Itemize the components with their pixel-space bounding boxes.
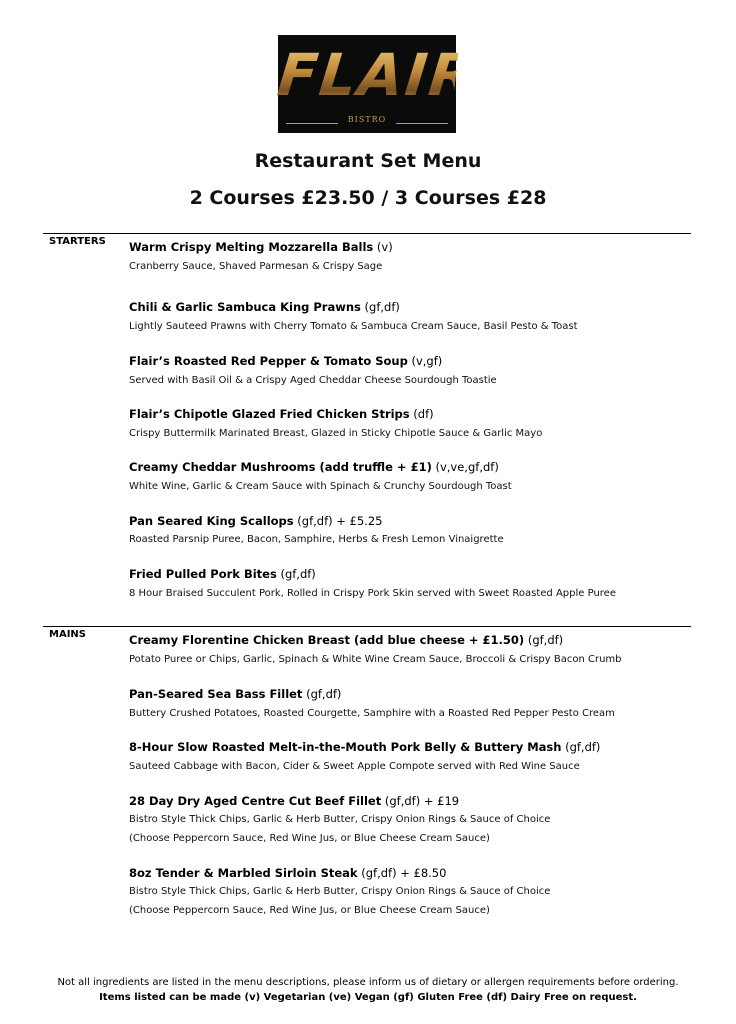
mains-dish-description: Buttery Crushed Potatoes, Roasted Courgette, Samphire with a Roasted Red Pepper Pesto Cream xyxy=(129,708,615,719)
starters-dish-name xyxy=(129,514,382,528)
starters-dish-description: Cranberry Sauce, Shaved Parmesan & Crispy Sage xyxy=(129,261,383,272)
dish-title: 8-Hour Slow Roasted Melt-in-the-Mouth Pork Belly & Buttery Mash xyxy=(129,740,562,754)
dish-title: 8oz Tender & Marbled Sirloin Steak xyxy=(129,866,358,880)
logo-subtitle: BISTRO xyxy=(347,115,387,124)
dish-dietary-tags: (gf,df) + £19 xyxy=(381,794,460,808)
mains-dish-description: (Choose Peppercorn Sauce, Red Wine Jus, or Blue Cheese Cream Sauce) xyxy=(129,905,490,916)
dish-dietary-tags: (v,ve,gf,df) xyxy=(431,460,499,474)
mains-dish-description: Bistro Style Thick Chips, Garlic & Herb Butter, Crispy Onion Rings & Sauce of Choice xyxy=(129,814,551,825)
starters-dish-name xyxy=(129,460,499,474)
dish-dietary-tags: (v) xyxy=(373,240,393,254)
starters-dish-description: Crispy Buttermilk Marinated Breast, Glazed in Sticky Chipotle Sauce & Garlic Mayo xyxy=(129,428,543,439)
starters-dish-name xyxy=(129,567,316,581)
menu-title: Restaurant Set Menu xyxy=(254,150,482,172)
section-label-mains: MAINS xyxy=(49,629,86,640)
dish-title: Pan-Seared Sea Bass Fillet xyxy=(129,687,303,701)
starters-dish-name xyxy=(129,300,400,314)
dish-title: Creamy Cheddar Mushrooms (add truffle + £1) xyxy=(129,460,432,474)
dish-dietary-tags: (df) xyxy=(409,407,434,421)
starters-dish-description: White Wine, Garlic & Cream Sauce with Spinach & Crunchy Sourdough Toast xyxy=(129,481,512,492)
starters-dish-description: Served with Basil Oil & a Crispy Aged Cheddar Cheese Sourdough Toastie xyxy=(129,375,497,386)
mains-dish-name xyxy=(129,740,600,754)
starters-divider xyxy=(43,233,691,234)
dish-dietary-tags: (gf,df) + £5.25 xyxy=(293,514,383,528)
logo-divider-right xyxy=(396,123,448,124)
dish-title: Chili & Garlic Sambuca King Prawns xyxy=(129,300,361,314)
course-price-line: 2 Courses £23.50 / 3 Courses £28 xyxy=(189,187,547,209)
dish-dietary-tags: (gf,df) + £8.50 xyxy=(357,866,447,880)
dietary-options-notice: Items listed can be made (v) Vegetarian (ve) Vegan (gf) Gluten Free (df) Dairy Free on request. xyxy=(99,992,637,1003)
dish-dietary-tags: (gf,df) xyxy=(360,300,400,314)
dish-dietary-tags: (v,gf) xyxy=(407,354,443,368)
mains-dish-description: Bistro Style Thick Chips, Garlic & Herb Butter, Crispy Onion Rings & Sauce of Choice xyxy=(129,886,551,897)
starters-dish-name xyxy=(129,240,393,254)
flair-bistro-logo xyxy=(274,35,480,133)
dish-title: Creamy Florentine Chicken Breast (add blue cheese + £1.50) xyxy=(129,633,525,647)
dish-title: Flair’s Chipotle Glazed Fried Chicken Strips xyxy=(129,407,410,421)
mains-dish-name xyxy=(129,633,563,647)
mains-dish-description: Sauteed Cabbage with Bacon, Cider & Sweet Apple Compote served with Red Wine Sauce xyxy=(129,761,580,772)
section-label-starters: STARTERS xyxy=(49,236,106,247)
starters-dish-description: Roasted Parsnip Puree, Bacon, Samphire, Herbs & Fresh Lemon Vinaigrette xyxy=(129,534,504,545)
starters-dish-description: Lightly Sauteed Prawns with Cherry Tomato & Sambuca Cream Sauce, Basil Pesto & Toast xyxy=(129,321,578,332)
mains-dish-name xyxy=(129,794,459,808)
starters-dish-name xyxy=(129,354,442,368)
dish-title: Warm Crispy Melting Mozzarella Balls xyxy=(129,240,374,254)
mains-dish-description: Potato Puree or Chips, Garlic, Spinach & White Wine Cream Sauce, Broccoli & Crispy Bacon Crumb xyxy=(129,654,622,665)
dish-dietary-tags: (gf,df) xyxy=(561,740,601,754)
dish-dietary-tags: (gf,df) xyxy=(524,633,564,647)
mains-dish-description: (Choose Peppercorn Sauce, Red Wine Jus, or Blue Cheese Cream Sauce) xyxy=(129,833,490,844)
dish-title: Fried Pulled Pork Bites xyxy=(129,567,277,581)
dish-title: Pan Seared King Scallops xyxy=(129,514,294,528)
dish-title: 28 Day Dry Aged Centre Cut Beef Fillet xyxy=(129,794,382,808)
allergen-notice: Not all ingredients are listed in the menu descriptions, please inform us of dietary or allergen requirements before ordering. xyxy=(57,977,679,988)
dish-title: Flair’s Roasted Red Pepper & Tomato Soup xyxy=(129,354,408,368)
starters-dish-description: 8 Hour Braised Succulent Pork, Rolled in Crispy Pork Skin served with Sweet Roasted Apple Puree xyxy=(129,588,616,599)
starters-dish-name xyxy=(129,407,434,421)
logo-wordmark: FLAIR xyxy=(274,37,460,113)
mains-dish-name xyxy=(129,866,446,880)
mains-divider xyxy=(43,626,691,627)
dish-dietary-tags: (gf,df) xyxy=(276,567,316,581)
dish-dietary-tags: (gf,df) xyxy=(302,687,342,701)
mains-dish-name xyxy=(129,687,341,701)
